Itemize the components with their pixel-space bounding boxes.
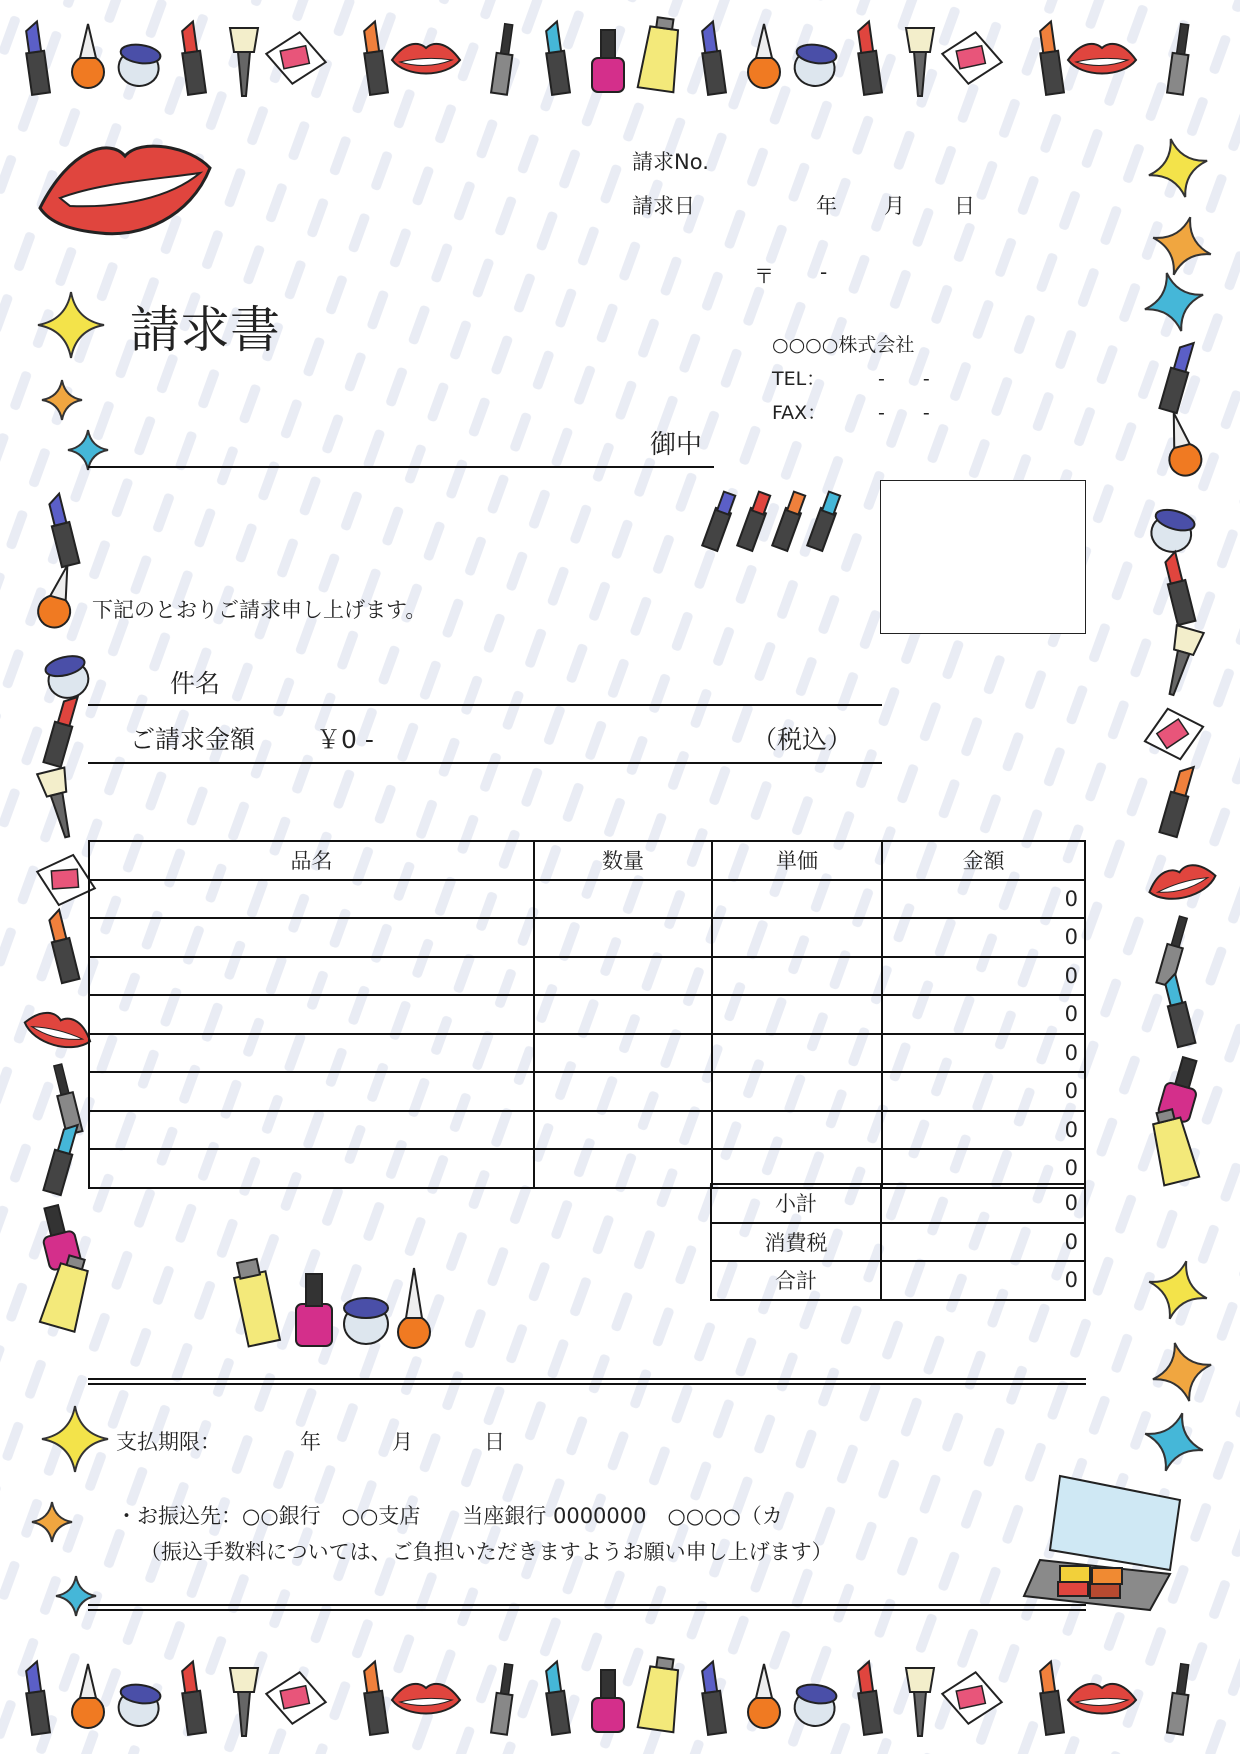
lipstick-icon [698, 21, 726, 95]
company-name: ○○○○株式会社 [772, 334, 915, 356]
deadline-day: 日 [484, 1430, 505, 1454]
lipstick-icon [43, 1121, 80, 1195]
subject-label: 件名 [170, 669, 221, 698]
amount-cell[interactable]: 0 [882, 880, 1085, 919]
brush-icon [906, 28, 934, 96]
page-title: 請求書 [130, 301, 280, 359]
invoice-no-label: 請求No. [632, 150, 709, 174]
postal-dash: - [820, 260, 828, 284]
fee-note: （振込手数料については、ご負担いただきますようお願い申し上げます） [140, 1540, 833, 1564]
cream-jar-icon [116, 1682, 161, 1728]
unit-price-cell[interactable] [712, 1072, 882, 1111]
subtotal-value[interactable]: 0 [881, 1184, 1085, 1223]
lips-icon [21, 1007, 95, 1054]
item-name-cell[interactable] [89, 1149, 534, 1188]
lipstick-icon [542, 21, 570, 95]
tube-icon [638, 1656, 684, 1732]
cream-jar-icon [792, 42, 837, 88]
sparkle-icon [30, 1500, 74, 1544]
recipient-line [88, 466, 714, 468]
quantity-cell[interactable] [534, 880, 712, 919]
nail-polish-icon [592, 1670, 624, 1732]
lips-icon [392, 44, 460, 74]
tube-icon [40, 1253, 94, 1332]
top-cosmetic-border [0, 0, 1240, 110]
item-name-cell[interactable] [89, 1111, 534, 1150]
lipstick-icon [360, 21, 388, 95]
invoice-date-day: 日 [954, 194, 975, 218]
cream-jar-icon [792, 1682, 837, 1728]
unit-price-cell[interactable] [712, 1034, 882, 1073]
nail-polish-icon [748, 24, 780, 88]
unit-price-cell[interactable] [712, 918, 882, 957]
brush-icon [37, 768, 81, 841]
total-value[interactable]: 0 [881, 1261, 1085, 1300]
unit-price-cell[interactable] [712, 957, 882, 996]
header-quantity: 数量 [534, 841, 712, 880]
header-unit-price: 単価 [712, 841, 882, 880]
item-name-cell[interactable] [89, 1034, 534, 1073]
item-name-cell[interactable] [89, 957, 534, 996]
compact-icon [1139, 702, 1210, 767]
tax-row [711, 1223, 1085, 1262]
amount-line [88, 762, 882, 764]
compact-icon [939, 1668, 1006, 1728]
lipstick-icon [1036, 1661, 1064, 1735]
nail-polish-icon [72, 24, 104, 88]
subtotal-label: 小計 [711, 1184, 881, 1223]
compact-icon [263, 28, 330, 88]
item-name-cell[interactable] [89, 880, 534, 919]
lipstick-icon [22, 1661, 50, 1735]
deadline-year: 年 [300, 1430, 321, 1454]
totals-table [710, 1183, 1086, 1301]
lipstick-icon [1036, 21, 1064, 95]
sparkle-icon [36, 290, 106, 360]
lipstick-icon [854, 1661, 882, 1735]
cream-jar-icon [43, 653, 92, 702]
quantity-cell[interactable] [534, 957, 712, 996]
nail-polish-icon [1158, 409, 1205, 479]
quantity-cell[interactable] [534, 1072, 712, 1111]
lipstick-icon [43, 693, 80, 767]
unit-price-cell[interactable] [712, 995, 882, 1034]
cream-jar-icon [1147, 506, 1197, 556]
amount-cell[interactable]: 0 [882, 995, 1085, 1034]
amount-value: ￥0 - [316, 725, 374, 754]
nail-polish-icon [592, 30, 624, 92]
brush-icon [1158, 625, 1204, 698]
invoice-date-year: 年 [816, 194, 837, 218]
tax-value[interactable]: 0 [881, 1223, 1085, 1262]
total-label: 合計 [711, 1261, 881, 1300]
lipstick-icon [698, 1661, 726, 1735]
lips-icon [30, 128, 220, 243]
lips-icon [1068, 44, 1136, 74]
quantity-cell[interactable] [534, 995, 712, 1034]
sparkle-icon [40, 378, 84, 422]
lipstick-icon [1161, 973, 1196, 1047]
sparkle-icon [54, 1574, 98, 1618]
sparkle-icon [1141, 1253, 1215, 1327]
lipstick-icon [542, 1661, 570, 1735]
compact-icon [263, 1668, 330, 1728]
quantity-cell[interactable] [534, 1149, 712, 1188]
tax-note: （税込） [752, 725, 853, 754]
table-row [89, 918, 1085, 957]
deadline-label: 支払期限： [116, 1430, 221, 1454]
bottom-cosmetic-border [0, 1644, 1240, 1754]
mascara-icon [491, 23, 517, 95]
tube-icon [1147, 1107, 1199, 1186]
invoice-date-label: 請求日 [632, 194, 695, 218]
unit-price-cell[interactable] [712, 1149, 882, 1188]
unit-price-cell[interactable] [712, 1111, 882, 1150]
table-row [89, 1034, 1085, 1073]
invoice-date-month: 月 [884, 194, 905, 218]
lips-icon [1146, 860, 1219, 905]
postal-mark: 〒 [754, 264, 774, 288]
right-cosmetic-border [1130, 110, 1240, 1644]
tel-label: TEL： [772, 368, 826, 390]
table-row [89, 995, 1085, 1034]
nail-polish-icon [72, 1664, 104, 1728]
recipient-suffix: 御中 [650, 430, 703, 460]
compact-icon [939, 28, 1006, 88]
item-name-cell[interactable] [89, 995, 534, 1034]
unit-price-cell[interactable] [712, 880, 882, 919]
brush-icon [906, 1668, 934, 1736]
item-name-cell[interactable] [89, 918, 534, 957]
header-item-name: 品名 [89, 841, 534, 880]
lipstick-icon [1159, 763, 1196, 837]
lipstick-icon [1159, 339, 1196, 413]
lipstick-icon [45, 493, 80, 567]
subject-line [88, 704, 882, 706]
quantity-cell[interactable] [534, 1111, 712, 1150]
bank-info: ・お振込先：○○銀行 ○○支店 当座銀行 0000000 ○○○○（カ [116, 1504, 783, 1528]
tel-value: - - [878, 368, 930, 390]
amount-cell[interactable]: 0 [882, 957, 1085, 996]
subtotal-row [711, 1184, 1085, 1223]
lipstick-icon [45, 909, 80, 983]
lipstick-icon [178, 1661, 206, 1735]
fax-value: - - [878, 402, 930, 424]
lipstick-icon [178, 21, 206, 95]
amount-cell[interactable]: 0 [882, 1034, 1085, 1073]
stamp-box-2 [983, 480, 1086, 634]
tube-icon [638, 16, 684, 92]
sparkle-icon [40, 1404, 110, 1474]
items-table [88, 840, 1086, 1189]
sparkle-icon [1142, 132, 1215, 205]
total-row [711, 1261, 1085, 1300]
header-amount: 金額 [882, 841, 1085, 880]
lipstick-icon [854, 21, 882, 95]
table-row [89, 1149, 1085, 1188]
payment-bottom-divider [88, 1604, 1086, 1611]
table-header-row [89, 841, 1085, 880]
lipstick-icon [700, 480, 860, 560]
tax-label: 消費税 [711, 1223, 881, 1262]
table-row [89, 1072, 1085, 1111]
lips-icon [392, 1684, 460, 1714]
amount-cell[interactable]: 0 [882, 1111, 1085, 1150]
cosmetics-group-icon [226, 1254, 436, 1354]
table-row [89, 957, 1085, 996]
deadline-month: 月 [392, 1430, 413, 1454]
brush-icon [230, 1668, 258, 1736]
mascara-icon [491, 1663, 517, 1735]
sparkle-icon [1145, 209, 1219, 283]
nail-polish-icon [748, 1664, 780, 1728]
intro-text: 下記のとおりご請求申し上げます。 [92, 598, 427, 622]
lipstick-icon [360, 1661, 388, 1735]
amount-cell[interactable]: 0 [882, 918, 1085, 957]
payment-top-divider [88, 1378, 1086, 1385]
amount-cell[interactable]: 0 [882, 1149, 1085, 1188]
quantity-cell[interactable] [534, 1034, 712, 1073]
table-row [89, 1111, 1085, 1150]
nail-polish-icon [34, 561, 82, 631]
fax-label: FAX： [772, 402, 827, 424]
mascara-icon [1167, 1663, 1193, 1735]
sparkle-icon [1138, 266, 1211, 339]
brush-icon [230, 28, 258, 96]
cream-jar-icon [116, 42, 161, 88]
lips-icon [1068, 1684, 1136, 1714]
sparkle-icon [1137, 1405, 1211, 1479]
eyeshadow-palette-icon [1020, 1470, 1190, 1620]
stamp-box-1 [880, 480, 984, 634]
amount-cell[interactable]: 0 [882, 1072, 1085, 1111]
amount-label: ご請求金額 [130, 725, 256, 754]
item-name-cell[interactable] [89, 1072, 534, 1111]
mascara-icon [1167, 23, 1193, 95]
quantity-cell[interactable] [534, 918, 712, 957]
sparkle-icon [1146, 1336, 1219, 1409]
table-row [89, 880, 1085, 919]
lipstick-icon [22, 21, 50, 95]
lipstick-icon [1161, 551, 1196, 625]
